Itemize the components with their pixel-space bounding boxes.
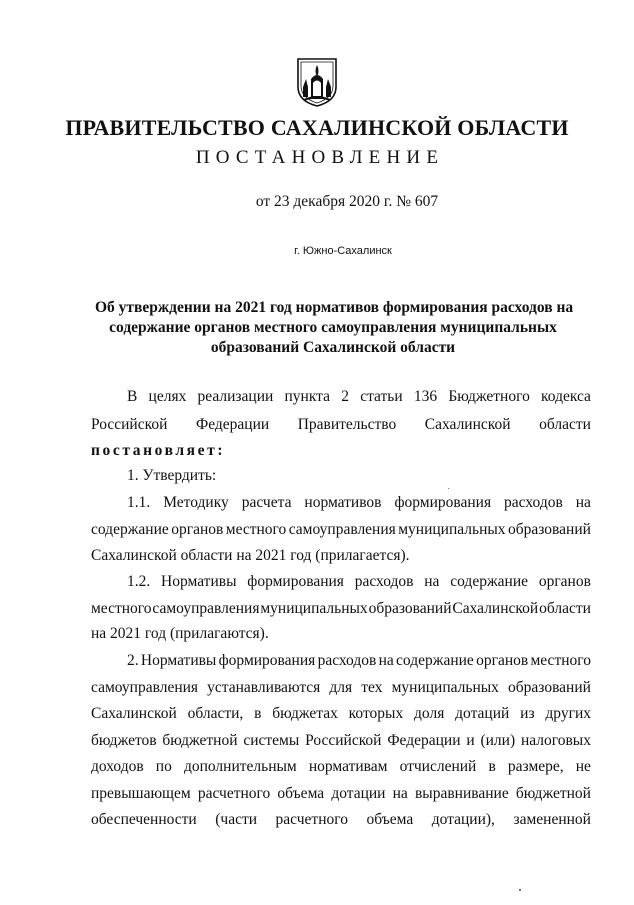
body-line: Сахалинской области на 2021 год (прилагается). [91, 547, 410, 564]
body-line: местного самоуправления муниципальных образований Сахалинской области [91, 600, 591, 617]
body-line: 1.2. Нормативы формирования расходов на содержание органов [127, 573, 591, 590]
document-subject [95, 298, 574, 358]
body-line: 2. Нормативы формирования расходов на содержание органов местного [127, 652, 591, 669]
document-place: г. Южно-Сахалинск [294, 245, 392, 257]
sakhalin-coat-of-arms-icon [296, 57, 338, 107]
body-line: на 2021 год (прилагаются). [91, 625, 269, 642]
document-date-number: от 23 декабря 2020 г. № 607 [255, 193, 439, 210]
body-line: превышающем расчетного объема дотации на выравнивание бюджетной [91, 785, 591, 802]
subject-line: образований Сахалинской области [210, 339, 456, 356]
body-line: обеспеченности (части расчетного объема дотации), замененной [91, 811, 591, 828]
subject-line: содержание органов местного самоуправления муниципальных [109, 319, 557, 336]
government-name: ПРАВИТЕЛЬСТВО САХАЛИНСКОЙ ОБЛАСТИ [65, 115, 569, 140]
document-type: ПОСТАНОВЛЕНИЕ [195, 147, 445, 168]
body-line: самоуправления устанавливаются для тех муниципальных образований [91, 679, 591, 696]
body-line: Российской Федерации Правительство Сахалинской области [91, 416, 591, 433]
body-line: доходов по дополнительным нормативам отчислений в размере, не [91, 758, 591, 775]
scan-speck [519, 889, 521, 891]
body-line: Сахалинской области, в бюджетах которых доля дотаций из других [91, 705, 591, 722]
subject-line: Об утверждении на 2021 год нормативов формирования расходов на [95, 299, 574, 316]
scan-speck [448, 488, 449, 489]
body-line: В целях реализации пункта 2 статьи 136 Бюджетного кодекса [127, 388, 591, 405]
item-1: 1. Утвердить: [127, 467, 217, 484]
body-line: содержание органов местного самоуправления муниципальных образований [91, 521, 591, 538]
resolution-keyword: постановляет: [91, 442, 226, 459]
body-line: 1.1. Методику расчета нормативов формирования расходов на [127, 494, 591, 511]
body-line: бюджетов бюджетной системы Российской Федерации и (или) налоговых [91, 732, 591, 749]
